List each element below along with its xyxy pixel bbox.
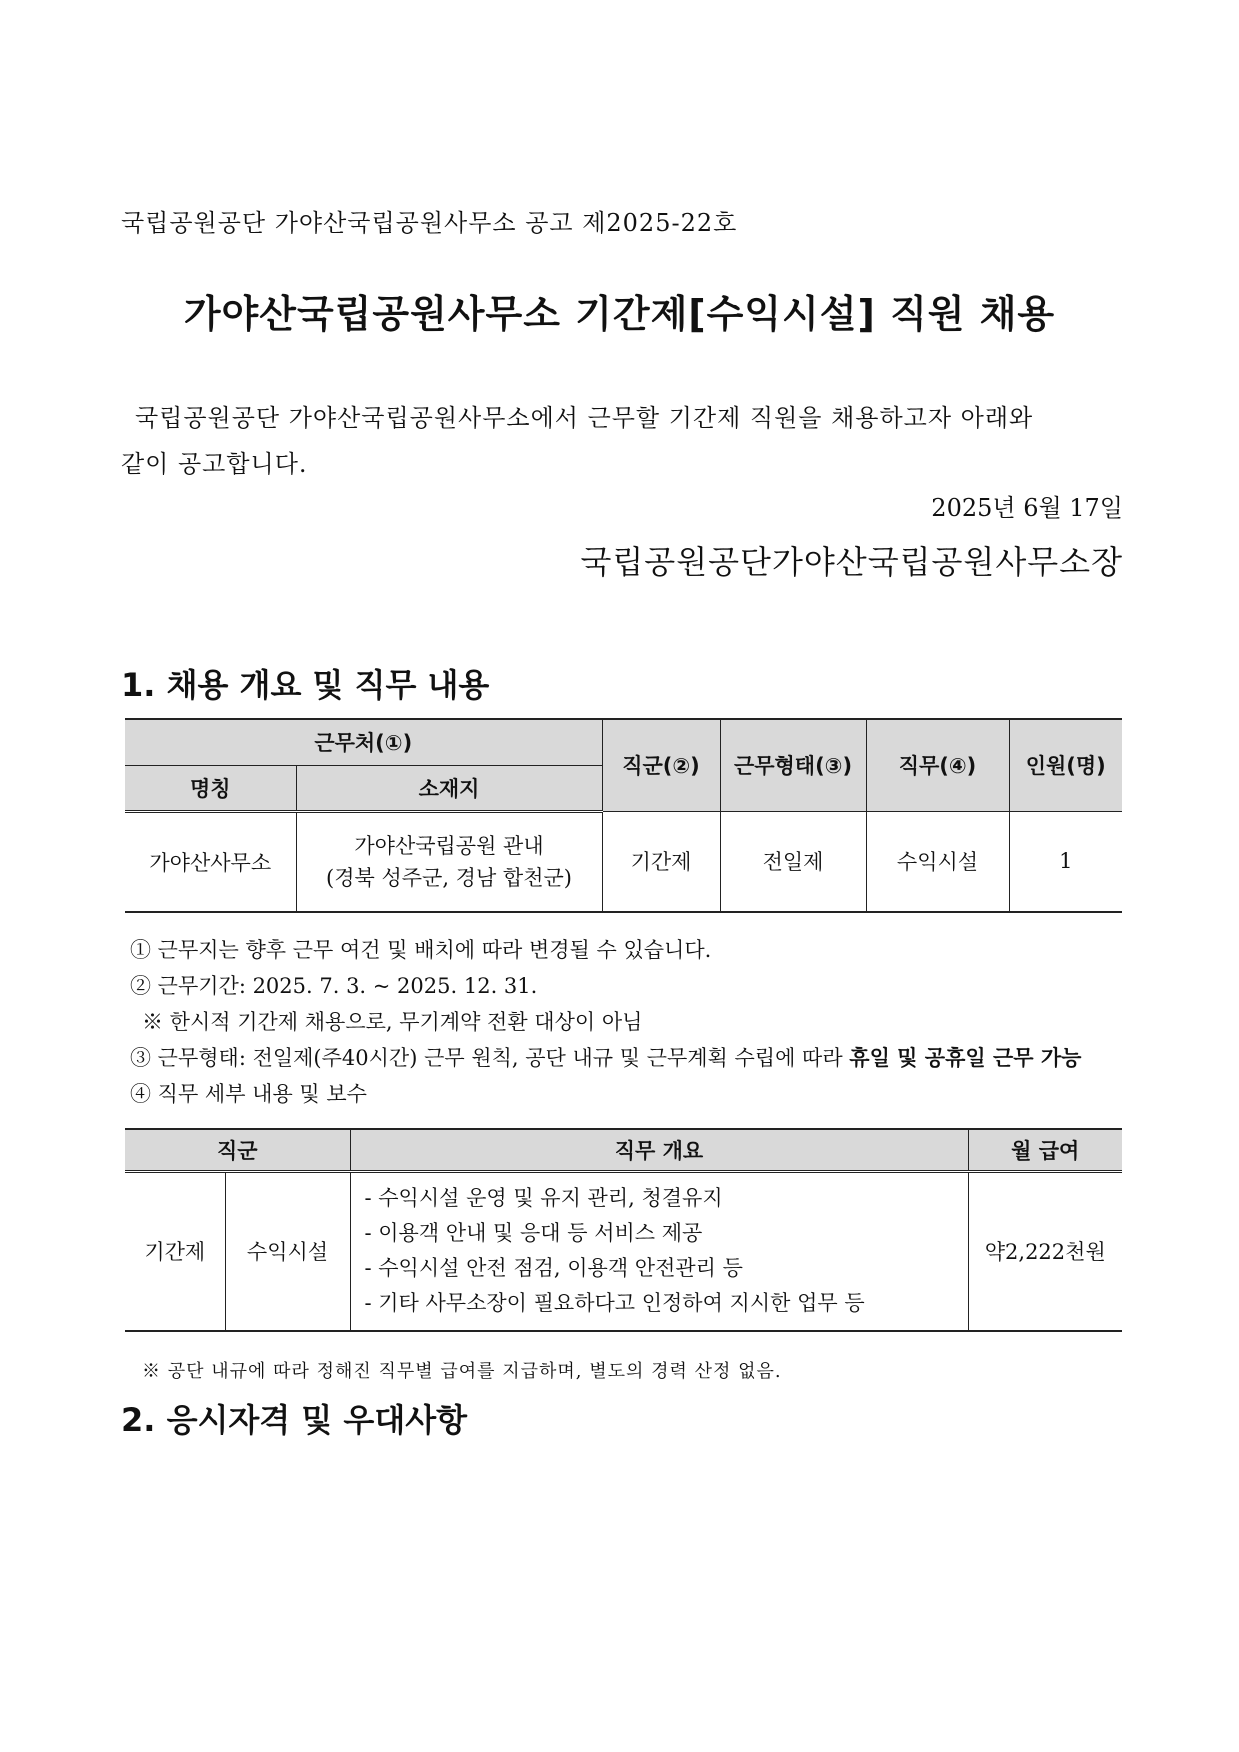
cell-name: 가야산사무소 — [125, 811, 296, 912]
location-line-2: (경북 성주군, 경남 합천군) — [326, 865, 572, 890]
header-name: 명칭 — [125, 765, 296, 811]
recruitment-overview-table — [125, 718, 1122, 913]
section-1-heading: 1. 채용 개요 및 직무 내용 — [121, 666, 490, 704]
page-title: 가야산국립공원사무소 기간제[수익시설] 직원 채용 — [183, 292, 1056, 336]
header-headcount: 인원(명) — [1009, 719, 1122, 811]
cell-duty-group: 기간제 — [125, 1171, 225, 1331]
duty-item: - 수익시설 안전 점검, 이용객 안전관리 등 — [364, 1256, 743, 1281]
cell-duty-subgroup: 수익시설 — [225, 1171, 350, 1331]
salary-footnote: ※ 공단 내규에 따라 정해진 직무별 급여를 지급하며, 별도의 경력 산정 없음. — [142, 1361, 782, 1382]
cell-work-type: 전일제 — [720, 811, 866, 912]
cell-location — [296, 811, 602, 912]
duty-item: - 이용객 안내 및 응대 등 서비스 제공 — [364, 1221, 703, 1246]
note-3-text: ③ 근무형태: 전일제(주40시간) 근무 원칙, 공단 내규 및 근무계획 수립에 따라 — [130, 1046, 850, 1070]
header-duty-job-group: 직군 — [125, 1129, 350, 1171]
duty-item: - 수익시설 운영 및 유지 관리, 청결유지 — [364, 1186, 723, 1211]
note-2-remark: ※ 한시적 기간제 채용으로, 무기계약 전환 대상이 아님 — [142, 1010, 643, 1034]
header-job-group: 직군(②) — [602, 719, 720, 811]
header-location: 소재지 — [296, 765, 602, 811]
table-notes — [130, 932, 1081, 1112]
cell-salary: 약2,222천원 — [968, 1171, 1122, 1331]
note-4: ④ 직무 세부 내용 및 보수 — [130, 1082, 367, 1106]
section-2-heading: 2. 응시자격 및 우대사항 — [121, 1401, 468, 1439]
note-3-emphasis: 휴일 및 공휴일 근무 가능 — [849, 1046, 1082, 1070]
header-duty-overview: 직무 개요 — [350, 1129, 968, 1171]
note-3 — [130, 1040, 1081, 1076]
header-duty: 직무(④) — [866, 719, 1009, 811]
note-2: ② 근무기간: 2025. 7. 3. ~ 2025. 12. 31. — [130, 974, 538, 998]
header-work-type: 근무형태(③) — [720, 719, 866, 811]
header-monthly-salary: 월 급여 — [968, 1129, 1122, 1171]
intro-line-2: 같이 공고합니다. — [121, 450, 308, 478]
note-1: ① 근무지는 향후 근무 여건 및 배치에 따라 변경될 수 있습니다. — [130, 938, 712, 962]
issuer-name: 국립공원공단가야산국립공원사무소장 — [580, 543, 1123, 581]
duty-salary-table — [125, 1128, 1122, 1332]
intro-line-1: 국립공원공단 가야산국립공원사무소에서 근무할 기간제 직원을 채용하고자 아래와 — [135, 404, 1034, 432]
cell-duty: 수익시설 — [866, 811, 1009, 912]
location-line-1: 가야산국립공원 관내 — [354, 833, 544, 858]
intro-paragraph — [121, 395, 1121, 487]
cell-duty-list — [350, 1171, 968, 1331]
duty-item: - 기타 사무소장이 필요하다고 인정하여 지시한 업무 등 — [364, 1291, 865, 1316]
notice-date: 2025년 6월 17일 — [931, 494, 1123, 522]
cell-headcount: 1 — [1009, 811, 1122, 912]
cell-job-group: 기간제 — [602, 811, 720, 912]
header-workplace: 근무처(①) — [125, 719, 602, 765]
notice-number: 국립공원공단 가야산국립공원사무소 공고 제2025-22호 — [121, 209, 738, 237]
